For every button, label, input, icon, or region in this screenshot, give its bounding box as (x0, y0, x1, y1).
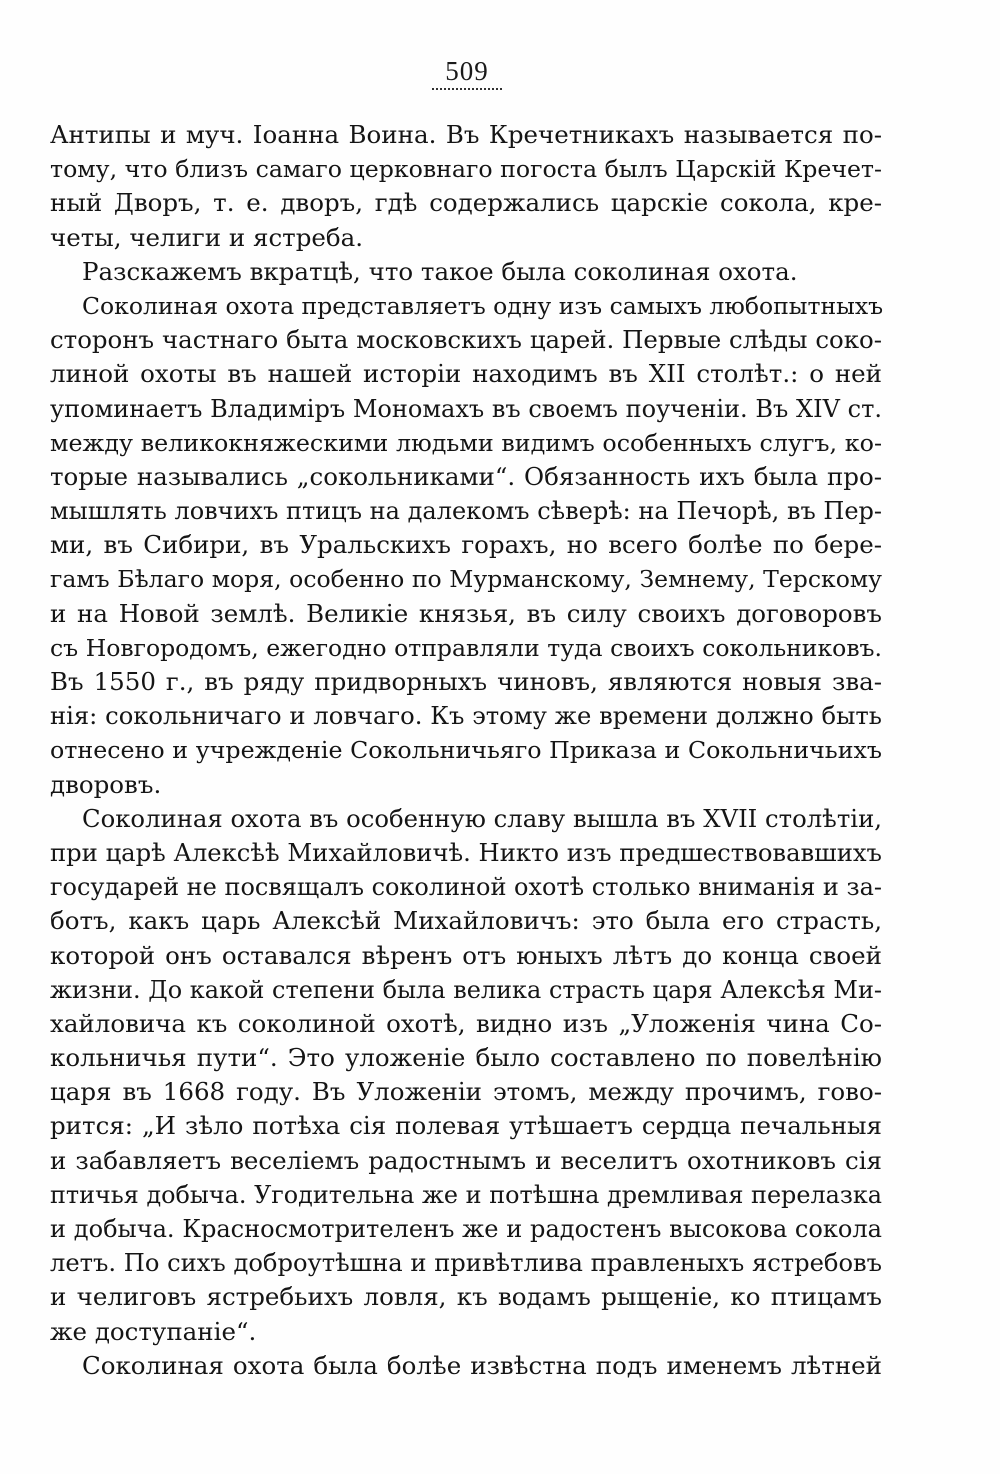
text-line: линой охоты въ нашей исторіи находимъ въ XII столѣт.: о ней (50, 359, 882, 389)
text-line: между великокняжескими людьми видимъ особенныхъ слугъ, ко- (50, 428, 882, 457)
text-line: отнесено и учрежденіе Сокольничьяго Приказа и Сокольничьихъ (50, 736, 882, 765)
text-line: и забавляетъ веселіемъ радостнымъ и веселитъ охотниковъ сія (50, 1145, 882, 1175)
text-line: четы, челиги и ястреба. (50, 222, 364, 252)
page-number-underline (432, 88, 502, 90)
text-line: хайловича къ соколиной охотѣ, видно изъ „Уложенія чина Со- (50, 1008, 882, 1038)
text-line: ми, въ Сибири, въ Уральскихъ горахъ, но всего болѣе по бере- (50, 530, 882, 560)
text-line: нія: сокольничаго и ловчаго. Къ этому же времени должно быть (50, 702, 882, 731)
body-text (50, 118, 882, 1383)
text-line: тому, что близъ самаго церковнаго погоста былъ Царскій Кречет- (50, 155, 882, 184)
text-line: Антипы и муч. Іоанна Воина. Въ Кречетникахъ называется по- (50, 120, 882, 149)
text-line: упоминаетъ Владиміръ Мономахъ въ своемъ поученіи. Въ XIV ст. (50, 394, 882, 423)
text-line: кольничья пути“. Это уложеніе было составлено по повелѣнію (50, 1043, 882, 1073)
paragraph-start-line: Соколиная охота представляетъ одну изъ самыхъ любопытныхъ (82, 291, 884, 320)
text-line: и челиговъ ястребьихъ ловля, къ водамъ рыщеніе, ко птицамъ (50, 1282, 882, 1312)
text-line: царя въ 1668 году. Въ Уложеніи этомъ, между прочимъ, гово- (50, 1077, 882, 1107)
text-line: птичья добыча. Угодительна же и потѣшна дремливая перелазка (50, 1180, 882, 1209)
page-number: 509 (445, 56, 489, 86)
paragraph-start-line: Соколиная охота была болѣе извѣстна подъ именемъ лѣтней (82, 1350, 882, 1380)
text-line: мышлять ловчихъ птицъ на далекомъ сѣверѣ: на Печорѣ, въ Пер- (50, 497, 882, 526)
text-line: же доступаніе“. (50, 1316, 257, 1346)
text-line: при царѣ Алексѣѣ Михайловичѣ. Никто изъ предшествовавшихъ (50, 837, 882, 867)
paragraph-start-line: Соколиная охота въ особенную славу вышла въ XVII столѣтіи, (82, 803, 882, 833)
text-line: рится: „И зѣло потѣха сія полевая утѣшаетъ сердца печальныя (50, 1111, 882, 1141)
text-line: ботъ, какъ царь Алексѣй Михайловичъ: это была его страсть, (50, 906, 882, 936)
text-line: торые назывались „сокольниками“. Обязанность ихъ была про- (50, 461, 882, 491)
text-line: дворовъ. (50, 769, 162, 799)
text-line: государей не посвящалъ соколиной охотѣ столько вниманія и за- (50, 873, 882, 902)
text-line: и добыча. Красносмотрителенъ же и радостенъ высокова сокола (50, 1215, 882, 1243)
text-line: Въ 1550 г., въ ряду придворныхъ чиновъ, являются новыя зва- (50, 667, 882, 696)
text-line: съ Новгородомъ, ежегодно отправляли туда своихъ сокольниковъ. (50, 633, 882, 662)
text-line: гамъ Бѣлаго моря, особенно по Мурманскому, Земнему, Терскому (50, 565, 882, 594)
text-line: жизни. До какой степени была велика страсть царя Алексѣя Ми- (50, 975, 882, 1004)
text-line: ный Дворъ, т. е. дворъ, гдѣ содержались царскіе сокола, кре- (50, 188, 882, 218)
text-line: которой онъ оставался вѣренъ отъ юныхъ лѣтъ до конца своей (50, 940, 882, 970)
text-line: и на Новой землѣ. Великіе князья, въ силу своихъ договоровъ (50, 598, 882, 628)
text-line: сторонъ частнаго быта московскихъ царей. Первые слѣды соко- (50, 325, 882, 355)
paragraph-start-line: Разскажемъ вкратцѣ, что такое была соколиная охота. (82, 256, 798, 286)
text-line: летъ. По сихъ доброутѣшна и привѣтлива правленыхъ ястребовъ (50, 1249, 882, 1278)
